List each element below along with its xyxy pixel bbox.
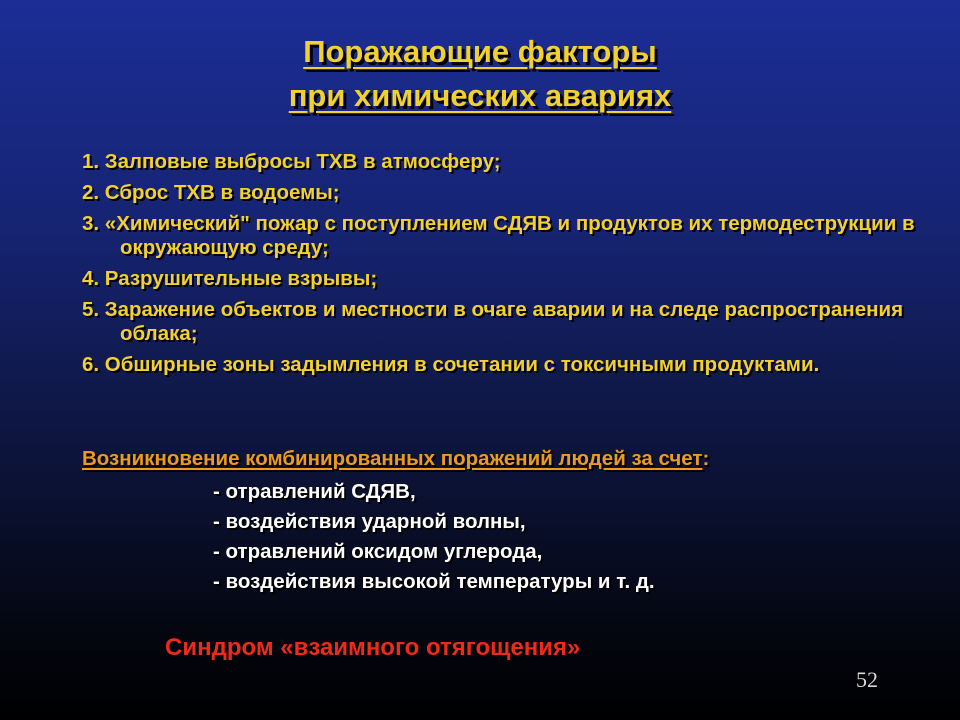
- factor-item: 3. «Химический" пожар с поступлением СДЯВ и продуктов их термодеструкции в окружающую среду;: [82, 212, 915, 259]
- page-number: 52: [856, 667, 878, 692]
- combined-injury-item: - отравлений СДЯВ,: [213, 480, 416, 503]
- factor-item: 2. Сброс ТХВ в водоемы;: [82, 181, 340, 204]
- combined-injury-item: - отравлений оксидом углерода,: [213, 540, 543, 563]
- factor-item: 1. Залповые выбросы ТХВ в атмосферу;: [82, 150, 501, 173]
- combined-injuries-heading-colon: :: [702, 447, 710, 470]
- slide-title-line-1: Поражающие факторы: [303, 34, 657, 69]
- factor-item: 4. Разрушительные взрывы;: [82, 267, 378, 290]
- combined-injuries-list: [213, 477, 655, 597]
- combined-injury-item: - воздействия ударной волны,: [213, 510, 526, 533]
- combined-injury-item: - воздействия высокой температуры и т. д.: [213, 570, 655, 593]
- syndrome-caption: Синдром «взаимного отягощения»: [165, 634, 581, 661]
- factor-item: 6. Обширные зоны задымления в сочетании с токсичными продуктами.: [82, 353, 820, 376]
- combined-injuries-heading-text: Возникновение комбинированных поражений людей за счет: [82, 447, 703, 470]
- damage-factors-list: [82, 150, 922, 384]
- slide-title-line-2: при химических авариях: [288, 78, 672, 113]
- slide-title: [0, 30, 960, 118]
- factor-item: 5. Заражение объектов и местности в очаге аварии и на следе распространения облака;: [82, 298, 904, 345]
- combined-injuries-heading: [82, 445, 709, 473]
